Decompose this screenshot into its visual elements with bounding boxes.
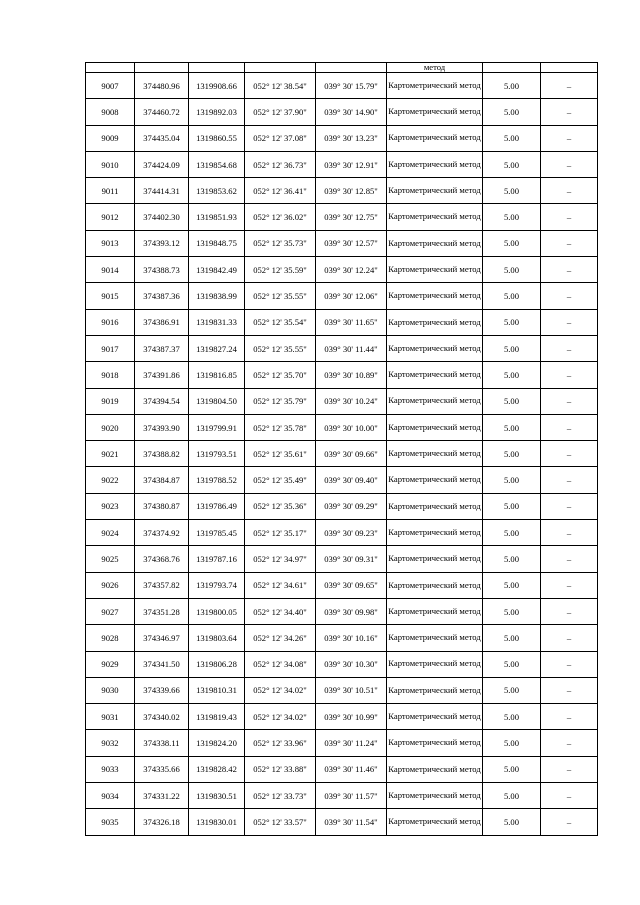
latitude-cell: 052° 12' 33.96" — [245, 730, 316, 756]
y-coordinate-cell: 1319786.49 — [189, 493, 245, 519]
accuracy-cell: 5.00 — [483, 651, 541, 677]
accuracy-cell: 5.00 — [483, 362, 541, 388]
accuracy-cell: 5.00 — [483, 704, 541, 730]
accuracy-cell: 5.00 — [483, 151, 541, 177]
description-cell: – — [541, 546, 598, 572]
table-row — [86, 756, 598, 782]
method-cell: Картометрический метод — [387, 335, 483, 361]
description-cell: – — [541, 125, 598, 151]
table-row — [86, 99, 598, 125]
x-coordinate-cell: 374435.04 — [135, 125, 189, 151]
point-number-cell: 9015 — [86, 283, 135, 309]
description-cell: – — [541, 441, 598, 467]
description-cell: – — [541, 704, 598, 730]
longitude-cell: 039° 30' 10.51" — [316, 677, 387, 703]
x-coordinate-cell: 374393.90 — [135, 414, 189, 440]
x-coordinate-cell: 374335.66 — [135, 756, 189, 782]
method-cell: Картометрический метод — [387, 809, 483, 835]
description-cell: – — [541, 625, 598, 651]
latitude-cell: 052° 12' 35.79" — [245, 388, 316, 414]
y-coordinate-cell: 1319848.75 — [189, 230, 245, 256]
longitude-cell: 039° 30' 11.65" — [316, 309, 387, 335]
point-number-cell: 9022 — [86, 467, 135, 493]
table-row — [86, 809, 598, 835]
accuracy-cell: 5.00 — [483, 309, 541, 335]
x-coordinate-cell: 374339.66 — [135, 677, 189, 703]
accuracy-cell: 5.00 — [483, 756, 541, 782]
longitude-cell: 039° 30' 09.66" — [316, 441, 387, 467]
latitude-cell: 052° 12' 33.88" — [245, 756, 316, 782]
accuracy-cell: 5.00 — [483, 625, 541, 651]
x-coordinate-cell: 374386.91 — [135, 309, 189, 335]
latitude-cell: 052° 12' 35.59" — [245, 257, 316, 283]
continuation-cell — [245, 63, 316, 73]
description-cell: – — [541, 730, 598, 756]
y-coordinate-cell: 1319831.33 — [189, 309, 245, 335]
x-coordinate-cell: 374424.09 — [135, 151, 189, 177]
latitude-cell: 052° 12' 34.61" — [245, 572, 316, 598]
x-coordinate-cell: 374480.96 — [135, 73, 189, 99]
y-coordinate-cell: 1319851.93 — [189, 204, 245, 230]
latitude-cell: 052° 12' 34.02" — [245, 704, 316, 730]
method-cell: Картометрический метод — [387, 756, 483, 782]
longitude-cell: 039° 30' 12.85" — [316, 178, 387, 204]
table-row — [86, 625, 598, 651]
accuracy-cell: 5.00 — [483, 335, 541, 361]
method-cell: Картометрический метод — [387, 283, 483, 309]
latitude-cell: 052° 12' 35.36" — [245, 493, 316, 519]
description-cell: – — [541, 572, 598, 598]
continuation-cell — [316, 63, 387, 73]
y-coordinate-cell: 1319810.31 — [189, 677, 245, 703]
x-coordinate-cell: 374326.18 — [135, 809, 189, 835]
longitude-cell: 039° 30' 12.57" — [316, 230, 387, 256]
continuation-cell — [189, 63, 245, 73]
point-number-cell: 9014 — [86, 257, 135, 283]
point-number-cell: 9008 — [86, 99, 135, 125]
point-number-cell: 9024 — [86, 520, 135, 546]
y-coordinate-cell: 1319787.16 — [189, 546, 245, 572]
accuracy-cell: 5.00 — [483, 677, 541, 703]
point-number-cell: 9013 — [86, 230, 135, 256]
description-cell: – — [541, 178, 598, 204]
longitude-cell: 039° 30' 14.90" — [316, 99, 387, 125]
x-coordinate-cell: 374388.82 — [135, 441, 189, 467]
longitude-cell: 039° 30' 09.31" — [316, 546, 387, 572]
latitude-cell: 052° 12' 35.78" — [245, 414, 316, 440]
latitude-cell: 052° 12' 35.70" — [245, 362, 316, 388]
point-number-cell: 9020 — [86, 414, 135, 440]
latitude-cell: 052° 12' 34.97" — [245, 546, 316, 572]
latitude-cell: 052° 12' 37.90" — [245, 99, 316, 125]
y-coordinate-cell: 1319799.91 — [189, 414, 245, 440]
description-cell: – — [541, 651, 598, 677]
point-number-cell: 9029 — [86, 651, 135, 677]
x-coordinate-cell: 374374.92 — [135, 520, 189, 546]
longitude-cell: 039° 30' 12.06" — [316, 283, 387, 309]
y-coordinate-cell: 1319860.55 — [189, 125, 245, 151]
table-row — [86, 598, 598, 624]
accuracy-cell: 5.00 — [483, 730, 541, 756]
description-cell: – — [541, 677, 598, 703]
table-row — [86, 572, 598, 598]
method-cell: Картометрический метод — [387, 467, 483, 493]
longitude-cell: 039° 30' 11.46" — [316, 756, 387, 782]
accuracy-cell: 5.00 — [483, 99, 541, 125]
y-coordinate-cell: 1319842.49 — [189, 257, 245, 283]
y-coordinate-cell: 1319892.03 — [189, 99, 245, 125]
x-coordinate-cell: 374346.97 — [135, 625, 189, 651]
x-coordinate-cell: 374387.36 — [135, 283, 189, 309]
latitude-cell: 052° 12' 35.73" — [245, 230, 316, 256]
point-number-cell: 9021 — [86, 441, 135, 467]
accuracy-cell: 5.00 — [483, 467, 541, 493]
point-number-cell: 9009 — [86, 125, 135, 151]
latitude-cell: 052° 12' 35.54" — [245, 309, 316, 335]
latitude-cell: 052° 12' 34.40" — [245, 598, 316, 624]
continuation-method-cell: метод — [387, 63, 483, 73]
description-cell: – — [541, 204, 598, 230]
point-number-cell: 9023 — [86, 493, 135, 519]
longitude-cell: 039° 30' 12.24" — [316, 257, 387, 283]
x-coordinate-cell: 374357.82 — [135, 572, 189, 598]
y-coordinate-cell: 1319830.01 — [189, 809, 245, 835]
latitude-cell: 052° 12' 34.08" — [245, 651, 316, 677]
table-row — [86, 151, 598, 177]
y-coordinate-cell: 1319854.68 — [189, 151, 245, 177]
longitude-cell: 039° 30' 09.40" — [316, 467, 387, 493]
longitude-cell: 039° 30' 10.99" — [316, 704, 387, 730]
method-cell: Картометрический метод — [387, 651, 483, 677]
method-cell: Картометрический метод — [387, 520, 483, 546]
description-cell: – — [541, 283, 598, 309]
table-row — [86, 283, 598, 309]
table-row — [86, 441, 598, 467]
x-coordinate-cell: 374368.76 — [135, 546, 189, 572]
longitude-cell: 039° 30' 11.44" — [316, 335, 387, 361]
x-coordinate-cell: 374391.86 — [135, 362, 189, 388]
table-row — [86, 125, 598, 151]
longitude-cell: 039° 30' 10.89" — [316, 362, 387, 388]
point-number-cell: 9017 — [86, 335, 135, 361]
point-number-cell: 9032 — [86, 730, 135, 756]
accuracy-cell: 5.00 — [483, 546, 541, 572]
point-number-cell: 9010 — [86, 151, 135, 177]
method-cell: Картометрический метод — [387, 493, 483, 519]
x-coordinate-cell: 374341.50 — [135, 651, 189, 677]
x-coordinate-cell: 374351.28 — [135, 598, 189, 624]
method-cell: Картометрический метод — [387, 178, 483, 204]
description-cell: – — [541, 493, 598, 519]
continuation-cell — [541, 63, 598, 73]
latitude-cell: 052° 12' 35.17" — [245, 520, 316, 546]
accuracy-cell: 5.00 — [483, 257, 541, 283]
latitude-cell: 052° 12' 33.57" — [245, 809, 316, 835]
table-row — [86, 651, 598, 677]
method-cell: Картометрический метод — [387, 441, 483, 467]
point-number-cell: 9012 — [86, 204, 135, 230]
x-coordinate-cell: 374387.37 — [135, 335, 189, 361]
table-row — [86, 362, 598, 388]
method-cell: Картометрический метод — [387, 572, 483, 598]
y-coordinate-cell: 1319803.64 — [189, 625, 245, 651]
longitude-cell: 039° 30' 09.29" — [316, 493, 387, 519]
y-coordinate-cell: 1319793.74 — [189, 572, 245, 598]
point-number-cell: 9026 — [86, 572, 135, 598]
longitude-cell: 039° 30' 12.91" — [316, 151, 387, 177]
method-cell: Картометрический метод — [387, 257, 483, 283]
continuation-cell — [86, 63, 135, 73]
method-cell: Картометрический метод — [387, 230, 483, 256]
method-cell: Картометрический метод — [387, 204, 483, 230]
accuracy-cell: 5.00 — [483, 598, 541, 624]
x-coordinate-cell: 374402.30 — [135, 204, 189, 230]
y-coordinate-cell: 1319806.28 — [189, 651, 245, 677]
point-number-cell: 9025 — [86, 546, 135, 572]
description-cell: – — [541, 362, 598, 388]
description-cell: – — [541, 467, 598, 493]
accuracy-cell: 5.00 — [483, 178, 541, 204]
method-cell: Картометрический метод — [387, 309, 483, 335]
latitude-cell: 052° 12' 35.49" — [245, 467, 316, 493]
longitude-cell: 039° 30' 11.24" — [316, 730, 387, 756]
method-cell: Картометрический метод — [387, 99, 483, 125]
longitude-cell: 039° 30' 12.75" — [316, 204, 387, 230]
method-cell: Картометрический метод — [387, 151, 483, 177]
method-cell: Картометрический метод — [387, 125, 483, 151]
point-number-cell: 9027 — [86, 598, 135, 624]
continuation-cell — [135, 63, 189, 73]
description-cell: – — [541, 151, 598, 177]
y-coordinate-cell: 1319816.85 — [189, 362, 245, 388]
x-coordinate-cell: 374331.22 — [135, 783, 189, 809]
x-coordinate-cell: 374388.73 — [135, 257, 189, 283]
description-cell: – — [541, 257, 598, 283]
latitude-cell: 052° 12' 35.55" — [245, 283, 316, 309]
accuracy-cell: 5.00 — [483, 73, 541, 99]
table-row — [86, 730, 598, 756]
longitude-cell: 039° 30' 09.23" — [316, 520, 387, 546]
accuracy-cell: 5.00 — [483, 493, 541, 519]
table-row — [86, 335, 598, 361]
point-number-cell: 9035 — [86, 809, 135, 835]
accuracy-cell: 5.00 — [483, 572, 541, 598]
x-coordinate-cell: 374340.02 — [135, 704, 189, 730]
y-coordinate-cell: 1319804.50 — [189, 388, 245, 414]
latitude-cell: 052° 12' 36.73" — [245, 151, 316, 177]
x-coordinate-cell: 374414.31 — [135, 178, 189, 204]
description-cell: – — [541, 73, 598, 99]
description-cell: – — [541, 309, 598, 335]
method-cell: Картометрический метод — [387, 625, 483, 651]
latitude-cell: 052° 12' 36.41" — [245, 178, 316, 204]
point-number-cell: 9018 — [86, 362, 135, 388]
table-row — [86, 783, 598, 809]
table-row — [86, 178, 598, 204]
point-number-cell: 9030 — [86, 677, 135, 703]
accuracy-cell: 5.00 — [483, 125, 541, 151]
accuracy-cell: 5.00 — [483, 441, 541, 467]
table-row — [86, 204, 598, 230]
accuracy-cell: 5.00 — [483, 204, 541, 230]
y-coordinate-cell: 1319800.05 — [189, 598, 245, 624]
x-coordinate-cell: 374384.87 — [135, 467, 189, 493]
accuracy-cell: 5.00 — [483, 283, 541, 309]
table-row — [86, 677, 598, 703]
y-coordinate-cell: 1319819.43 — [189, 704, 245, 730]
accuracy-cell: 5.00 — [483, 414, 541, 440]
x-coordinate-cell: 374380.87 — [135, 493, 189, 519]
table-row — [86, 388, 598, 414]
method-cell: Картометрический метод — [387, 388, 483, 414]
y-coordinate-cell: 1319853.62 — [189, 178, 245, 204]
description-cell: – — [541, 99, 598, 125]
longitude-cell: 039° 30' 11.54" — [316, 809, 387, 835]
description-cell: – — [541, 414, 598, 440]
longitude-cell: 039° 30' 11.57" — [316, 783, 387, 809]
description-cell: – — [541, 520, 598, 546]
table-row — [86, 257, 598, 283]
table-row — [86, 467, 598, 493]
method-cell: Картометрический метод — [387, 783, 483, 809]
point-number-cell: 9033 — [86, 756, 135, 782]
x-coordinate-cell: 374393.12 — [135, 230, 189, 256]
description-cell: – — [541, 809, 598, 835]
x-coordinate-cell: 374394.54 — [135, 388, 189, 414]
longitude-cell: 039° 30' 15.79" — [316, 73, 387, 99]
table-row — [86, 414, 598, 440]
table-row — [86, 230, 598, 256]
latitude-cell: 052° 12' 38.54" — [245, 73, 316, 99]
method-cell: Картометрический метод — [387, 414, 483, 440]
method-cell: Картометрический метод — [387, 730, 483, 756]
accuracy-cell: 5.00 — [483, 520, 541, 546]
continuation-cell — [483, 63, 541, 73]
accuracy-cell: 5.00 — [483, 809, 541, 835]
method-cell: Картометрический метод — [387, 73, 483, 99]
description-cell: – — [541, 756, 598, 782]
latitude-cell: 052° 12' 34.26" — [245, 625, 316, 651]
method-cell: Картометрический метод — [387, 677, 483, 703]
point-number-cell: 9028 — [86, 625, 135, 651]
table-row — [86, 704, 598, 730]
method-cell: Картометрический метод — [387, 704, 483, 730]
description-cell: – — [541, 783, 598, 809]
table-row — [86, 546, 598, 572]
point-number-cell: 9034 — [86, 783, 135, 809]
longitude-cell: 039° 30' 13.23" — [316, 125, 387, 151]
point-number-cell: 9011 — [86, 178, 135, 204]
y-coordinate-cell: 1319788.52 — [189, 467, 245, 493]
y-coordinate-cell: 1319908.66 — [189, 73, 245, 99]
method-cell: Картометрический метод — [387, 546, 483, 572]
point-number-cell: 9031 — [86, 704, 135, 730]
table-row — [86, 520, 598, 546]
longitude-cell: 039° 30' 09.65" — [316, 572, 387, 598]
y-coordinate-cell: 1319827.24 — [189, 335, 245, 361]
accuracy-cell: 5.00 — [483, 783, 541, 809]
table-body — [86, 63, 598, 836]
longitude-cell: 039° 30' 10.16" — [316, 625, 387, 651]
latitude-cell: 052° 12' 35.61" — [245, 441, 316, 467]
point-number-cell: 9019 — [86, 388, 135, 414]
latitude-cell: 052° 12' 35.55" — [245, 335, 316, 361]
longitude-cell: 039° 30' 10.24" — [316, 388, 387, 414]
longitude-cell: 039° 30' 10.30" — [316, 651, 387, 677]
y-coordinate-cell: 1319838.99 — [189, 283, 245, 309]
y-coordinate-cell: 1319785.45 — [189, 520, 245, 546]
table-row — [86, 73, 598, 99]
y-coordinate-cell: 1319793.51 — [189, 441, 245, 467]
accuracy-cell: 5.00 — [483, 230, 541, 256]
latitude-cell: 052° 12' 37.08" — [245, 125, 316, 151]
y-coordinate-cell: 1319830.51 — [189, 783, 245, 809]
longitude-cell: 039° 30' 09.98" — [316, 598, 387, 624]
description-cell: – — [541, 388, 598, 414]
x-coordinate-cell: 374460.72 — [135, 99, 189, 125]
point-number-cell: 9016 — [86, 309, 135, 335]
latitude-cell: 052° 12' 36.02" — [245, 204, 316, 230]
longitude-cell: 039° 30' 10.00" — [316, 414, 387, 440]
description-cell: – — [541, 335, 598, 361]
latitude-cell: 052° 12' 34.02" — [245, 677, 316, 703]
description-cell: – — [541, 598, 598, 624]
x-coordinate-cell: 374338.11 — [135, 730, 189, 756]
accuracy-cell: 5.00 — [483, 388, 541, 414]
y-coordinate-cell: 1319828.42 — [189, 756, 245, 782]
method-cell: Картометрический метод — [387, 598, 483, 624]
y-coordinate-cell: 1319824.20 — [189, 730, 245, 756]
description-cell: – — [541, 230, 598, 256]
table-row — [86, 309, 598, 335]
method-cell: Картометрический метод — [387, 362, 483, 388]
point-number-cell: 9007 — [86, 73, 135, 99]
coordinates-table — [85, 62, 598, 836]
latitude-cell: 052° 12' 33.73" — [245, 783, 316, 809]
continuation-row — [86, 63, 598, 73]
table-row — [86, 493, 598, 519]
